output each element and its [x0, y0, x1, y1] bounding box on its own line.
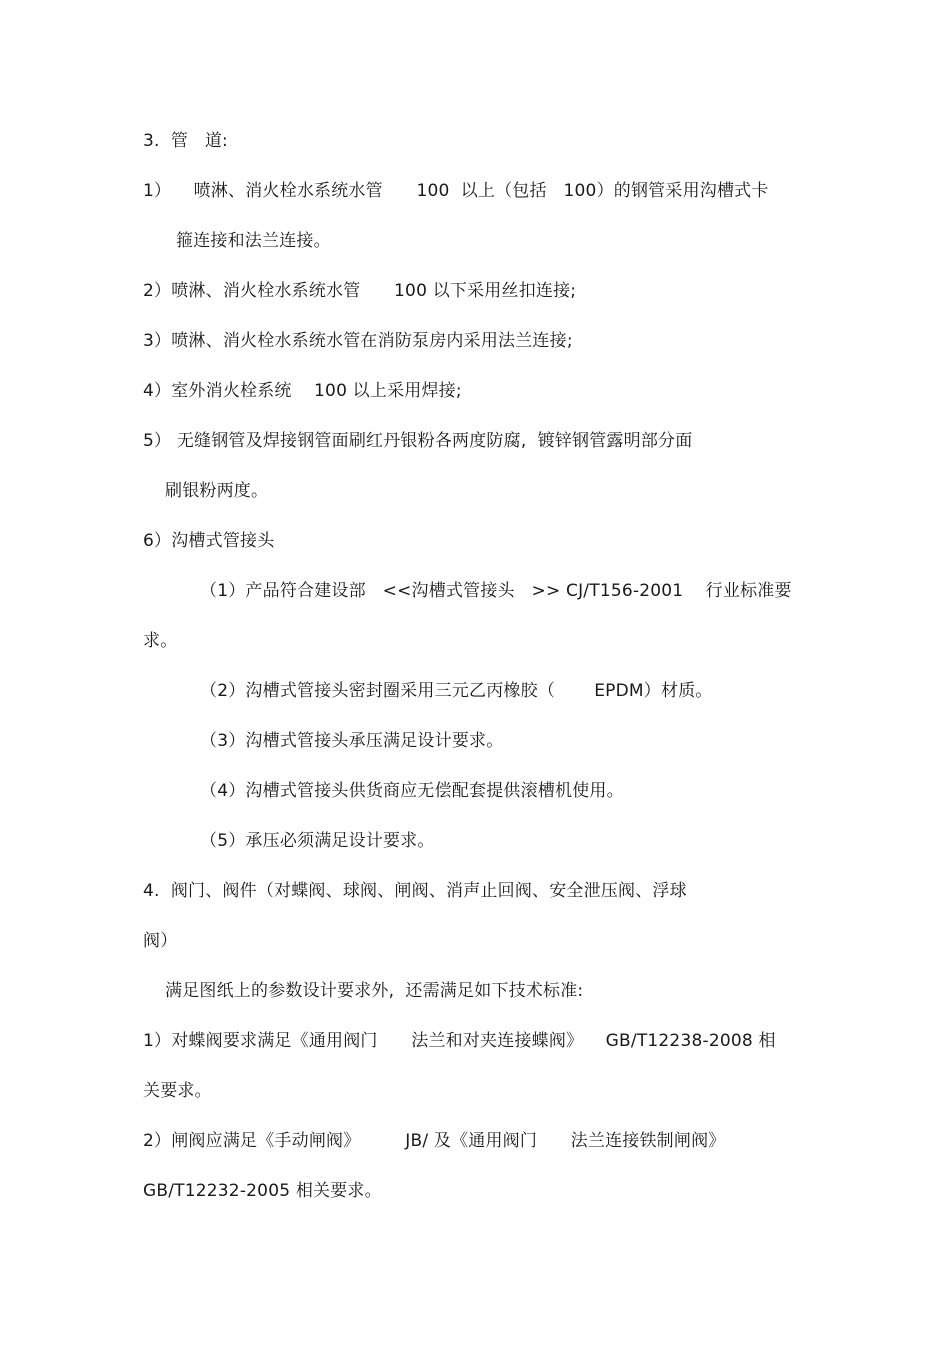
- subsection-heading-groove-joint: 6）沟槽式管接头: [143, 531, 275, 551]
- paragraph-line: （1）产品符合建设部 <<沟槽式管接头 >> CJ/T156-2001 行业标准要: [200, 581, 792, 601]
- paragraph-line: 满足图纸上的参数设计要求外, 还需满足如下技术标准:: [165, 981, 584, 1001]
- section-heading-pipes: 3. 管 道:: [143, 131, 228, 151]
- paragraph-line: 关要求。: [143, 1081, 212, 1101]
- paragraph-line: 3）喷淋、消火栓水系统水管在消防泵房内采用法兰连接;: [143, 331, 573, 351]
- paragraph-line: 刷银粉两度。: [165, 481, 269, 501]
- paragraph-line: 阀）: [143, 931, 178, 951]
- paragraph-line: 4）室外消火栓系统 100 以上采用焊接;: [143, 381, 462, 401]
- paragraph-line: （5）承压必须满足设计要求。: [200, 831, 435, 851]
- paragraph-line: 5） 无缝钢管及焊接钢管面刷红丹银粉各两度防腐, 镀锌钢管露明部分面: [143, 431, 693, 451]
- paragraph-line: 箍连接和法兰连接。: [176, 231, 331, 251]
- paragraph-line: （2）沟槽式管接头密封圈采用三元乙丙橡胶（ EPDM）材质。: [200, 681, 713, 701]
- paragraph-line: 1） 喷淋、消火栓水系统水管 100 以上（包括 100）的钢管采用沟槽式卡: [143, 181, 769, 201]
- paragraph-line: 2）闸阀应满足《手动闸阀》 JB/ 及《通用阀门 法兰连接铁制闸阀》: [143, 1131, 726, 1151]
- paragraph-line: GB/T12232-2005 相关要求。: [143, 1181, 382, 1201]
- paragraph-line: （3）沟槽式管接头承压满足设计要求。: [200, 731, 504, 751]
- paragraph-line: 1）对蝶阀要求满足《通用阀门 法兰和对夹连接蝶阀》 GB/T12238-2008 相: [143, 1031, 776, 1051]
- paragraph-line: 2）喷淋、消火栓水系统水管 100 以下采用丝扣连接;: [143, 281, 577, 301]
- section-heading-valves: 4. 阀门、阀件（对蝶阀、球阀、闸阀、消声止回阀、安全泄压阀、浮球: [143, 881, 687, 901]
- paragraph-line: 求。: [143, 631, 178, 651]
- paragraph-line: （4）沟槽式管接头供货商应无偿配套提供滚槽机使用。: [200, 781, 624, 801]
